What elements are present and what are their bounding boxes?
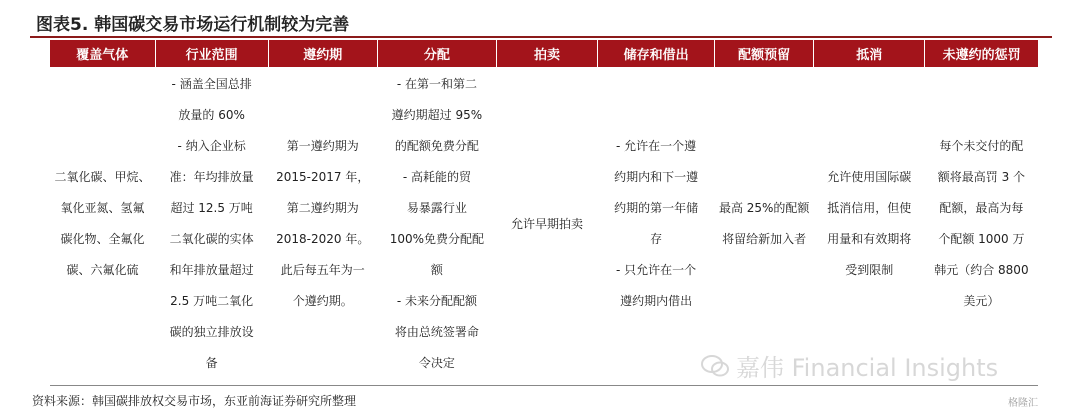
cell-line: 约期内和下一遵 bbox=[614, 170, 699, 184]
source-note: 资料来源：韩国碳排放权交易市场，东亚前海证券研究所整理 bbox=[32, 394, 357, 408]
table-row bbox=[50, 67, 1038, 381]
header-cell: 未遵约的惩罚 bbox=[925, 40, 1038, 67]
cell-line: 100%免费分配配 bbox=[389, 232, 485, 246]
cell-line: 2018-2020 年。 bbox=[276, 232, 370, 246]
cell-line: 的配额免费分配 bbox=[394, 139, 479, 153]
header-cell: 抵消 bbox=[814, 40, 925, 67]
cell-line: 用量和有效期将 bbox=[827, 232, 912, 246]
cell-line: 韩元（约合 8800 bbox=[934, 263, 1029, 277]
table-cell bbox=[925, 67, 1038, 381]
figure-title: 图表5. 韩国碳交易市场运行机制较为完善 bbox=[36, 15, 350, 35]
cell-line: 遵约期内借出 bbox=[620, 294, 693, 308]
cell-line: 个遵约期。 bbox=[292, 294, 353, 308]
table-cell bbox=[50, 67, 155, 381]
cell-line: 二氧化碳、甲烷、 bbox=[54, 170, 151, 184]
cell-line: 约期的第一年储 bbox=[614, 201, 699, 215]
table-cell bbox=[814, 67, 925, 381]
cell-line: - 未来分配配额 bbox=[396, 294, 477, 308]
cell-line: 每个未交付的配 bbox=[939, 139, 1024, 153]
cell-line: 和年排放量超过 bbox=[169, 263, 254, 277]
cell-line: 额将最高罚 3 个 bbox=[937, 170, 1026, 184]
carbon-market-table bbox=[50, 40, 1038, 381]
cell-line: 美元） bbox=[963, 294, 1000, 308]
header-cell: 行业范围 bbox=[155, 40, 268, 67]
header-cell: 分配 bbox=[377, 40, 496, 67]
cell-line: 存 bbox=[650, 232, 663, 246]
table-cell bbox=[377, 67, 496, 381]
cell-line: 2.5 万吨二氧化 bbox=[170, 294, 254, 308]
table-cell bbox=[155, 67, 268, 381]
cell-line: 第二遵约期为 bbox=[286, 201, 359, 215]
header-cell: 拍卖 bbox=[497, 40, 598, 67]
header-cell: 储存和借出 bbox=[598, 40, 715, 67]
cell-line: 氧化亚氮、氢氟 bbox=[60, 201, 145, 215]
cell-line: 配额，最高为每 bbox=[939, 201, 1024, 215]
header-cell: 遵约期 bbox=[268, 40, 377, 67]
figure-title-bar bbox=[30, 4, 1052, 38]
cell-line: 备 bbox=[205, 356, 218, 370]
cell-line: 碳化物、全氟化 bbox=[60, 232, 145, 246]
cell-line: 遵约期超过 95% bbox=[391, 108, 483, 122]
cell-line: 易暴露行业 bbox=[406, 201, 467, 215]
cell-line: 二氧化碳的实体 bbox=[169, 232, 254, 246]
table-cell bbox=[268, 67, 377, 381]
header-cell: 覆盖气体 bbox=[50, 40, 155, 67]
cell-line: 准：年均排放量 bbox=[169, 170, 254, 184]
watermark-text: 嘉伟 Financial Insights bbox=[736, 354, 999, 382]
cell-line: - 只允许在一个 bbox=[616, 263, 697, 277]
cell-line: 将留给新加入者 bbox=[722, 232, 807, 246]
cell-line: 放量的 60% bbox=[178, 108, 245, 122]
cell-line: - 允许在一个遵 bbox=[616, 139, 697, 153]
cell-line: - 纳入企业标 bbox=[177, 139, 246, 153]
watermark bbox=[700, 348, 998, 383]
table-cell bbox=[497, 67, 598, 381]
cell-line: 最高 25%的配额 bbox=[718, 201, 810, 215]
cell-line: 受到限制 bbox=[845, 263, 894, 277]
cell-line: 超过 12.5 万吨 bbox=[170, 201, 253, 215]
cell-line: 2015-2017 年， bbox=[276, 170, 370, 184]
cell-line: 碳的独立排放设 bbox=[169, 325, 254, 339]
cell-line: 第一遵约期为 bbox=[286, 139, 359, 153]
cell-line: 令决定 bbox=[418, 356, 455, 370]
cell-line: 个配额 1000 万 bbox=[938, 232, 1025, 246]
cell-line: 碳、六氟化硫 bbox=[66, 263, 139, 277]
cell-line: 允许使用国际碳 bbox=[827, 170, 912, 184]
cell-line: 将由总统签署命 bbox=[394, 325, 479, 339]
cell-line: 抵消信用，但使 bbox=[827, 201, 912, 215]
corner-logo: 格隆汇 bbox=[1008, 398, 1038, 409]
cell-line: 此后每五年为一 bbox=[280, 263, 365, 277]
header-cell: 配额预留 bbox=[715, 40, 814, 67]
cell-line: - 在第一和第二 bbox=[396, 77, 477, 91]
table-cell bbox=[598, 67, 715, 381]
cell-line: - 涵盖全国总排 bbox=[171, 77, 252, 91]
cell-line: - 高耗能的贸 bbox=[402, 170, 471, 184]
table-bottom-rule bbox=[50, 385, 1038, 386]
cell-line: 允许早期拍卖 bbox=[511, 216, 584, 231]
wechat-icon bbox=[700, 353, 730, 379]
cell-line: 额 bbox=[430, 263, 443, 277]
header-row bbox=[50, 40, 1038, 67]
table-cell bbox=[715, 67, 814, 381]
